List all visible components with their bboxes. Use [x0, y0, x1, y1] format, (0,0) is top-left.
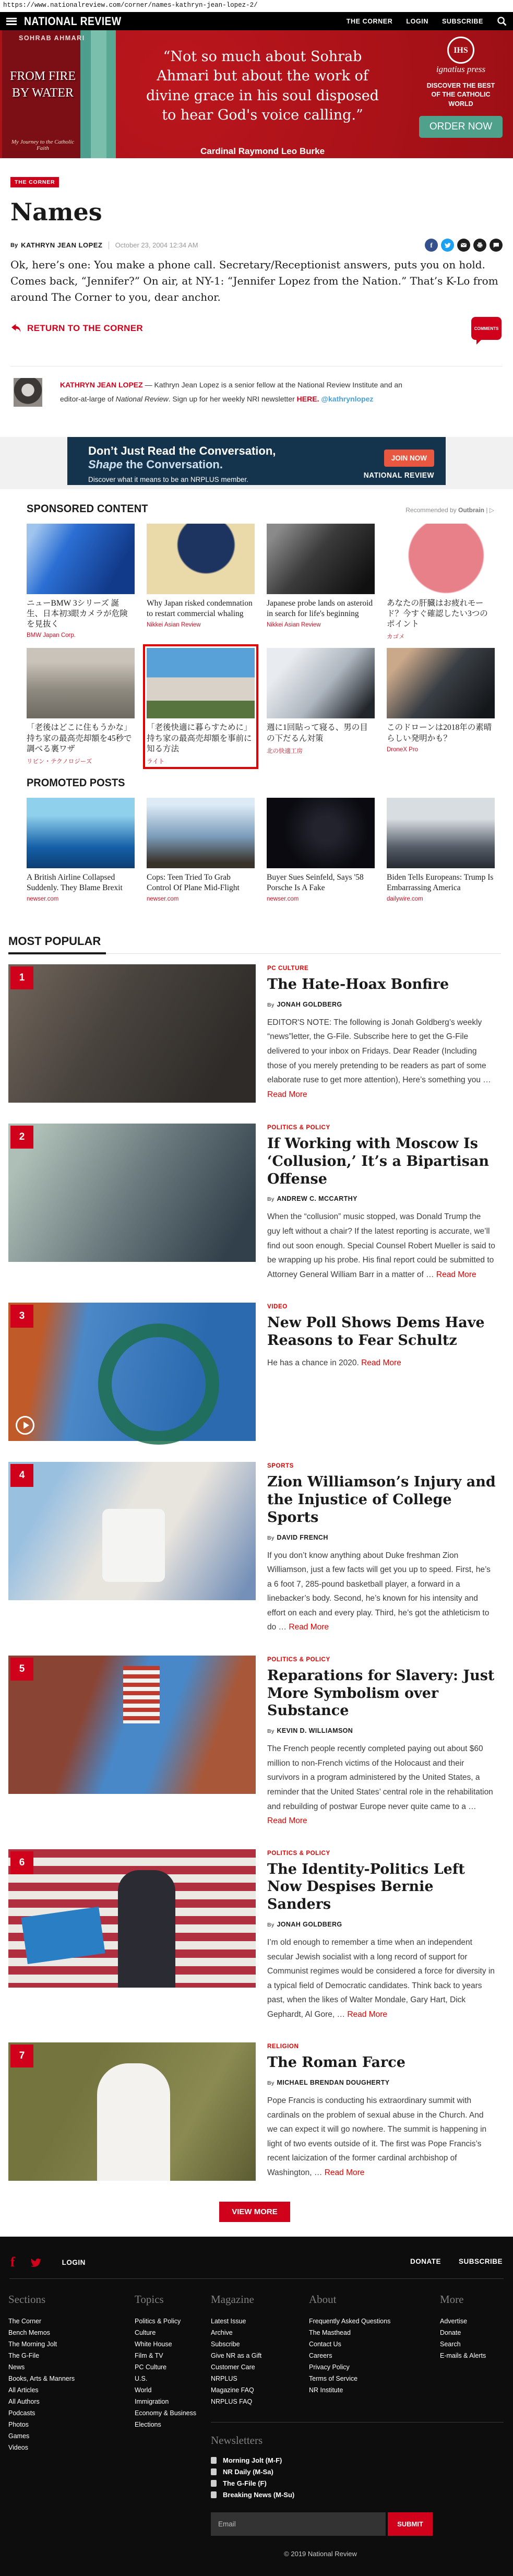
- article-title[interactable]: Reparations for Slavery: Just More Symbolism over Substance: [267, 1667, 495, 1719]
- newsletter-submit-button[interactable]: SUBMIT: [388, 2512, 433, 2536]
- footer-link[interactable]: Advertise: [440, 2318, 468, 2325]
- publisher-monogram-icon: IHS: [447, 37, 474, 64]
- category-label[interactable]: RELIGION: [267, 2043, 299, 2050]
- tile-title[interactable]: あなたの肝臓はお疲れモード？今すぐ確認したい3つのポイント: [387, 599, 488, 629]
- article-thumbnail[interactable]: [8, 1849, 256, 1988]
- footer-link[interactable]: Terms of Service: [309, 2375, 358, 2383]
- checkbox-icon[interactable]: [211, 2480, 217, 2487]
- footer-link[interactable]: Elections: [135, 2421, 161, 2429]
- rank-badge: 5: [10, 1658, 33, 1681]
- sponsored-tile[interactable]: [147, 524, 255, 641]
- nrplus-subline: Discover what it means to be an NRPLUS member.: [88, 476, 248, 483]
- footer-column-heading: Sections: [8, 2293, 46, 2306]
- most-popular-item: [8, 2042, 501, 2181]
- tile-title[interactable]: 週に1回貼って寝る、男の目の下だるん対策: [267, 723, 368, 743]
- tile-title[interactable]: A British Airline Collapsed Suddenly. They Blame Brexit: [27, 872, 123, 892]
- category-label[interactable]: PC CULTURE: [267, 965, 309, 972]
- by-label: By: [267, 2080, 275, 2087]
- article-byline: [267, 1726, 496, 1735]
- footer-link[interactable]: The Masthead: [309, 2329, 351, 2337]
- footer-link[interactable]: All Authors: [8, 2398, 40, 2406]
- article-thumbnail[interactable]: [8, 2042, 256, 2181]
- category-label[interactable]: POLITICS & POLICY: [267, 1850, 330, 1857]
- book-cover: [2, 30, 116, 158]
- order-now-button[interactable]: ORDER NOW: [419, 116, 503, 138]
- footer-link[interactable]: World: [135, 2386, 152, 2394]
- tile-title[interactable]: このドローンは2018年の素晴らしい発明かも？: [387, 723, 492, 743]
- most-popular-item: [8, 1303, 501, 1441]
- tile-source[interactable]: newser.com: [267, 896, 299, 903]
- footer-link[interactable]: Frequently Asked Questions: [309, 2318, 391, 2325]
- footer-login-link[interactable]: LOGIN: [62, 2258, 86, 2266]
- footer-link[interactable]: Culture: [135, 2329, 156, 2337]
- footer-link[interactable]: NRPLUS: [211, 2375, 237, 2383]
- tile-source[interactable]: カゴメ: [387, 634, 405, 641]
- footer-link[interactable]: Magazine FAQ: [211, 2386, 254, 2394]
- promoted-grid: [27, 798, 494, 902]
- footer-link[interactable]: The Morning Jolt: [8, 2341, 57, 2348]
- tile-source[interactable]: リビン・テクノロジーズ: [27, 758, 92, 765]
- article-body: Ok, here’s one: You make a phone call. Secretary/Receptionist answers, puts you on hold. Comes back, “Jennifer?” On air, at NY-1: “Jennifer Lopez from the Nation.” That’s K-Lo from around The Corner to you, dear anchor.: [10, 258, 498, 303]
- by-label: By: [267, 1728, 275, 1735]
- copyright-notice: © 2019 National Review: [284, 2550, 357, 2558]
- by-label: By: [267, 1196, 275, 1203]
- category-label[interactable]: POLITICS & POLICY: [267, 1656, 330, 1663]
- article-byline: [267, 1533, 496, 1542]
- newsletter-email-input[interactable]: [211, 2512, 386, 2536]
- author-avatar[interactable]: [14, 378, 42, 407]
- category-label[interactable]: POLITICS & POLICY: [267, 1125, 330, 1131]
- newsletters-block: [211, 2422, 504, 2536]
- footer-column-sections: [8, 2293, 75, 2455]
- newsletter-option[interactable]: [211, 2456, 504, 2464]
- sponsored-tile[interactable]: [387, 648, 495, 765]
- facebook-share-icon[interactable]: f: [425, 239, 438, 252]
- footer-link[interactable]: Books, Arts & Manners: [8, 2375, 75, 2383]
- footer-column-heading: About: [309, 2293, 337, 2306]
- author-link[interactable]: JONAH GOLDBERG: [277, 1000, 342, 1008]
- nav-subscribe[interactable]: SUBSCRIBE: [442, 17, 483, 25]
- join-now-button[interactable]: JOIN NOW: [384, 450, 434, 467]
- section-badge[interactable]: THE CORNER: [10, 177, 59, 187]
- play-icon[interactable]: [16, 1416, 34, 1435]
- sponsored-heading: SPONSORED CONTENT: [27, 503, 148, 515]
- footer-column-more: [440, 2293, 486, 2364]
- footer-link[interactable]: Film & TV: [135, 2352, 163, 2360]
- footer-subscribe-link[interactable]: SUBSCRIBE: [458, 2258, 503, 2266]
- most-popular-item: [8, 964, 501, 1103]
- footer-column-magazine: [211, 2293, 261, 2409]
- most-popular-item: [8, 1124, 501, 1282]
- article-byline: [267, 1194, 496, 1203]
- article-byline: [267, 1920, 496, 1929]
- tile-source[interactable]: dailywire.com: [387, 896, 423, 903]
- most-popular-section: [0, 935, 513, 2222]
- rank-badge: 4: [10, 1464, 33, 1487]
- twitter-share-icon[interactable]: [441, 239, 454, 252]
- article-thumbnail[interactable]: [8, 1462, 256, 1600]
- book-title: FROM FIRE BY WATER: [9, 69, 76, 100]
- nrplus-brand-logo: NATIONAL REVIEW: [363, 471, 434, 480]
- sponsored-tile[interactable]: [147, 798, 255, 902]
- newsletter-option-label: NR Daily (M-Sa): [223, 2468, 273, 2476]
- category-label[interactable]: SPORTS: [267, 1463, 294, 1470]
- tile-title[interactable]: 「老後快適に暮らすために」持ち家の最高売却額を事前に知る方法: [147, 723, 252, 753]
- bio-text-2: . Sign up for her weekly NRI newsletter: [168, 395, 297, 404]
- read-more-link[interactable]: Read More: [289, 1623, 329, 1632]
- newsletter-option[interactable]: [211, 2468, 504, 2476]
- footer-divider: [9, 2278, 504, 2279]
- bio-text: — Kathryn Jean Lopez is a senior fellow at the National Review Institute and an editor-at-large of: [60, 381, 402, 404]
- article-thumbnail[interactable]: [8, 1656, 256, 1794]
- top-ad-banner[interactable]: [0, 30, 513, 158]
- publisher-name: ignatius press: [436, 64, 486, 74]
- newsletter-option-label: Morning Jolt (M-F): [223, 2456, 282, 2465]
- sponsored-tile[interactable]: [27, 524, 135, 641]
- footer-link[interactable]: The G-File: [8, 2352, 40, 2360]
- print-icon[interactable]: [473, 239, 486, 252]
- comments-button[interactable]: COMMENTS: [471, 317, 502, 340]
- tile-thumbnail[interactable]: [147, 798, 255, 868]
- sponsored-tile[interactable]: [267, 798, 375, 902]
- twitter-handle-link[interactable]: @kathrynlopez: [321, 395, 374, 404]
- footer-link[interactable]: Give NR as a Gift: [211, 2352, 262, 2360]
- footer-column-topics: [135, 2293, 196, 2432]
- footer-link[interactable]: Immigration: [135, 2398, 169, 2406]
- footer-column-heading: Magazine: [211, 2293, 254, 2306]
- ad-attribution: Cardinal Raymond Leo Burke: [200, 146, 325, 156]
- sponsored-tile[interactable]: [387, 798, 495, 902]
- checkbox-icon[interactable]: [211, 2491, 217, 2498]
- footer-link[interactable]: White House: [135, 2341, 172, 2348]
- promoted-heading: PROMOTED POSTS: [27, 776, 125, 789]
- nrplus-headline-2: Shape the Conversation.: [88, 458, 223, 471]
- footer-link[interactable]: Donate: [440, 2329, 461, 2337]
- newsletter-option[interactable]: [211, 2479, 504, 2487]
- article-title[interactable]: If Working with Moscow Is ‘Collusion,’ It’s a Bipartisan Offense: [267, 1136, 490, 1187]
- article-excerpt: He has a chance in 2020. Read More: [267, 1358, 401, 1367]
- back-arrow-icon: [10, 323, 22, 334]
- article-thumbnail[interactable]: [8, 964, 256, 1103]
- rank-badge: 6: [10, 1851, 33, 1874]
- tile-source[interactable]: Nikkei Asian Review: [267, 622, 321, 629]
- search-icon[interactable]: [497, 16, 507, 26]
- tile-thumbnail[interactable]: [147, 524, 255, 594]
- footer-link[interactable]: News: [8, 2364, 25, 2371]
- footer-link[interactable]: Careers: [309, 2352, 332, 2360]
- sponsored-tile[interactable]: [27, 798, 135, 902]
- tile-thumbnail[interactable]: [387, 648, 495, 718]
- bio-publication: National Review: [115, 395, 169, 404]
- footer-column-about: [309, 2293, 390, 2398]
- ad-tagline: DISCOVER THE BEST OF THE CATHOLIC WORLD: [426, 81, 495, 108]
- footer-link[interactable]: Customer Care: [211, 2364, 255, 2371]
- hamburger-menu-icon[interactable]: [6, 18, 17, 25]
- footer-donate-link[interactable]: DONATE: [410, 2258, 441, 2266]
- most-popular-item: [8, 1462, 501, 1635]
- footer: [0, 2237, 513, 2576]
- sponsored-grid: [27, 524, 494, 765]
- top-nav: [0, 12, 513, 30]
- nrplus-headline: Don’t Just Read the Conversation,: [88, 444, 276, 457]
- footer-link[interactable]: Economy & Business: [135, 2409, 197, 2417]
- rank-badge: 3: [10, 1305, 33, 1328]
- article-excerpt: If you don’t know anything about Duke freshman Zion Williamson, just a few facts will get you up to speed. First, he’s a 6 foot 7, 285-pound basketball player, a forward in a linebacker’s body. Second, he’s known for his intensity and effort on each and every play. Third, he’s got the athleticism to do … Read More: [267, 1551, 491, 1632]
- footer-link[interactable]: NR Institute: [309, 2386, 343, 2394]
- tile-thumbnail[interactable]: [267, 798, 375, 868]
- article-title[interactable]: New Poll Shows Dems Have Reasons to Fear Schultz: [267, 1315, 485, 1349]
- read-more-link[interactable]: Read More: [361, 1358, 401, 1367]
- article-byline: [267, 1000, 496, 1009]
- read-more-link[interactable]: Read More: [267, 1816, 307, 1826]
- footer-link[interactable]: NRPLUS FAQ: [211, 2398, 253, 2406]
- checkbox-icon[interactable]: [211, 2468, 217, 2475]
- tile-title[interactable]: Cops: Teen Tried To Grab Control Of Plane Mid-Flight: [147, 872, 240, 892]
- footer-column-heading: Topics: [135, 2293, 164, 2306]
- article-title[interactable]: The Roman Farce: [267, 2054, 405, 2071]
- checkbox-icon[interactable]: [211, 2457, 217, 2464]
- footer-link[interactable]: Photos: [8, 2421, 29, 2429]
- footer-link[interactable]: PC Culture: [135, 2364, 167, 2371]
- author-link[interactable]: DAVID FRENCH: [277, 1533, 328, 1541]
- sponsored-tile[interactable]: [387, 524, 495, 641]
- page-title: Names: [10, 198, 102, 226]
- browser-url[interactable]: https://www.nationalreview.com/corner/names-kathryn-jean-lopez-2/: [0, 0, 513, 12]
- tile-title[interactable]: ニューBMW 3シリーズ 誕生、日本初3眼カメラが危険を見抜く: [27, 599, 128, 629]
- author-bio: [10, 366, 503, 407]
- article-excerpt: Pope Francis is conducting his extraordinary summit with cardinals on the problem of sexual abuse in the Church. And we can expect it will go nowhere. The summit is happening in light of two events outside of it. The first was Pope Francis’s recent laicization of the former cardinal archbishop of Washington, … Read More: [267, 2096, 487, 2178]
- by-label: By: [10, 242, 18, 249]
- book-subtitle: My Journey to the Catholic Faith: [11, 139, 75, 151]
- ad-quote: “Not so much about Sohrab Ahmari but about the work of divine grace in his soul disposed to hear God's voice calling.”: [146, 49, 379, 123]
- footer-link[interactable]: E-mails & Alerts: [440, 2352, 486, 2360]
- comment-share-icon[interactable]: [490, 239, 503, 252]
- footer-link[interactable]: Contact Us: [309, 2341, 341, 2348]
- read-more-link[interactable]: Read More: [347, 2010, 388, 2019]
- rank-badge: 7: [10, 2045, 33, 2067]
- tile-title[interactable]: 「老後はどこに住もうかな」持ち家の最高売却額を45秒で調べる裏ワザ: [27, 723, 132, 753]
- author-link[interactable]: ANDREW C. MCCARTHY: [277, 1195, 357, 1203]
- tile-thumbnail[interactable]: [27, 798, 135, 868]
- sponsored-tile[interactable]: [27, 648, 135, 765]
- tile-title[interactable]: Biden Tells Europeans: Trump Is Embarrassing America: [387, 872, 494, 892]
- byline-separator: |: [108, 240, 110, 250]
- article-byline: [267, 2078, 496, 2087]
- by-label: By: [267, 1921, 275, 1928]
- read-more-link[interactable]: Read More: [436, 1270, 476, 1279]
- article-excerpt: I’m old enough to remember a time when an independent secular Jewish socialist with a long record of support for Communist regimes would be considered a force for diversity in a typical field of Democratic candidates. Think back to years past, when the likes of Walter Mondale, Gary Hart, Dick Gephardt, Al Gore, … Read More: [267, 1937, 495, 2019]
- newsletters-heading: Newsletters: [211, 2434, 263, 2447]
- nav-login[interactable]: LOGIN: [406, 17, 428, 25]
- read-more-link[interactable]: Read More: [267, 1090, 307, 1099]
- author-link[interactable]: MICHAEL BRENDAN DOUGHERTY: [277, 2079, 390, 2087]
- most-popular-heading: MOST POPULAR: [8, 935, 106, 954]
- tile-title[interactable]: Japanese probe lands on asteroid in search for life's beginning: [267, 599, 373, 619]
- footer-link[interactable]: All Articles: [8, 2386, 39, 2394]
- newsletter-option-label: Breaking News (M-Su): [223, 2491, 295, 2499]
- rank-badge: 1: [10, 966, 33, 989]
- footer-column-heading: More: [440, 2293, 464, 2306]
- footer-link[interactable]: Politics & Policy: [135, 2318, 181, 2325]
- most-popular-list: [8, 964, 501, 2181]
- tile-thumbnail[interactable]: [27, 524, 135, 594]
- tile-source[interactable]: newser.com: [27, 896, 59, 903]
- footer-link[interactable]: U.S.: [135, 2375, 148, 2383]
- tile-thumbnail[interactable]: [267, 648, 375, 718]
- by-label: By: [267, 1534, 275, 1541]
- author-link[interactable]: JONAH GOLDBERG: [277, 1920, 342, 1928]
- footer-link[interactable]: Bench Memos: [8, 2329, 50, 2337]
- article-title[interactable]: The Identity-Politics Left Now Despises Bernie Sanders: [267, 1861, 465, 1913]
- article: [0, 158, 513, 407]
- footer-link[interactable]: Podcasts: [8, 2409, 35, 2417]
- tile-source[interactable]: BMW Japan Corp.: [27, 632, 76, 639]
- bio-author-name[interactable]: KATHRYN JEAN LOPEZ: [60, 381, 143, 389]
- nav-the-corner[interactable]: THE CORNER: [346, 17, 393, 25]
- tile-thumbnail[interactable]: [147, 648, 255, 718]
- footer-link[interactable]: Games: [8, 2432, 30, 2440]
- newsletter-option-label: The G-File (F): [223, 2479, 267, 2488]
- sponsored-tile[interactable]: [147, 648, 255, 765]
- tile-thumbnail[interactable]: [27, 648, 135, 718]
- tile-source[interactable]: ライト: [147, 758, 165, 765]
- view-more-button[interactable]: VIEW MORE: [219, 2202, 290, 2222]
- footer-link[interactable]: Videos: [8, 2444, 28, 2452]
- most-popular-item: [8, 1656, 501, 1828]
- tile-source[interactable]: newser.com: [147, 896, 179, 903]
- article-excerpt: When the “collusion” music stopped, was Donald Trump the guy left without a chair? If the latest reporting is accurate, we’ll find out soon enough. Special Counsel Robert Mueller is said to be wrapping up his probe. His final report could be submitted to Attorney General William Barr in a matter of … Read More: [267, 1212, 495, 1279]
- footer-link[interactable]: Subscribe: [211, 2341, 240, 2348]
- most-popular-item: [8, 1849, 501, 2022]
- newsletter-here-link[interactable]: HERE.: [296, 395, 319, 404]
- tile-title[interactable]: Buyer Sues Seinfeld, Says '58 Porsche Is A Fake: [267, 872, 364, 892]
- article-date: October 23, 2004 12:34 AM: [115, 241, 198, 249]
- tile-thumbnail[interactable]: [387, 798, 495, 868]
- tile-source[interactable]: 北の快適工房: [267, 748, 303, 754]
- footer-link[interactable]: Latest Issue: [211, 2318, 246, 2325]
- site-logo[interactable]: NATIONAL REVIEW: [24, 14, 122, 28]
- footer-link[interactable]: Search: [440, 2341, 461, 2348]
- tile-thumbnail[interactable]: [267, 524, 375, 594]
- return-to-corner-link[interactable]: RETURN TO THE CORNER: [10, 323, 503, 334]
- tile-title[interactable]: Why Japan risked condemnation to restart commercial whaling: [147, 599, 253, 619]
- author-link[interactable]: KEVIN D. WILLIAMSON: [277, 1727, 353, 1735]
- tile-thumbnail[interactable]: [387, 524, 495, 594]
- footer-facebook-icon[interactable]: f: [10, 2254, 15, 2270]
- article-excerpt: The French people recently completed paying out about $60 million to non-French victims of the Holocaust and their survivors in a program administered by the United States, a reminder that the United States’ central role in the rehabilitation and rebuilding of postwar Europe never quite came to a … Read More: [267, 1744, 493, 1826]
- sponsored-section: [0, 503, 513, 902]
- article-excerpt: EDITOR'S NOTE: The following is Jonah Goldberg’s weekly “news”letter, the G-File. Subscribe here to get the G-File delivered to your inbox on Fridays. Dear Reader (Including those of you merely pretending to be readers as part of some elaborate ruse to get more attention), Here’s something you … Read More: [267, 1018, 491, 1099]
- article-thumbnail[interactable]: [8, 1303, 256, 1441]
- ad-author-kicker: SOHRAB AHMARI: [19, 34, 85, 42]
- author-link[interactable]: KATHRYN JEAN LOPEZ: [21, 241, 103, 249]
- article-thumbnail[interactable]: [8, 1124, 256, 1262]
- nrplus-banner[interactable]: [67, 437, 446, 485]
- tile-source[interactable]: DroneX Pro: [387, 746, 419, 753]
- rank-badge: 2: [10, 1126, 33, 1149]
- category-label[interactable]: VIDEO: [267, 1304, 288, 1310]
- by-label: By: [267, 1001, 275, 1008]
- footer-link[interactable]: Privacy Policy: [309, 2364, 350, 2371]
- footer-link[interactable]: The Corner: [8, 2318, 42, 2325]
- footer-link[interactable]: Archive: [211, 2329, 233, 2337]
- footer-twitter-icon[interactable]: [29, 2256, 42, 2268]
- nrplus-band: [0, 437, 513, 489]
- sponsored-tile[interactable]: [267, 648, 375, 765]
- read-more-link[interactable]: Read More: [324, 2168, 365, 2178]
- newsletter-option[interactable]: [211, 2491, 504, 2499]
- email-share-icon[interactable]: [457, 239, 470, 252]
- sponsored-tile[interactable]: [267, 524, 375, 641]
- tile-source[interactable]: Nikkei Asian Review: [147, 622, 201, 629]
- article-title[interactable]: The Hate-Hoax Bonfire: [267, 976, 449, 993]
- outbrain-attribution[interactable]: Recommended by Outbrain | ▷: [405, 506, 494, 514]
- article-title[interactable]: Zion Williamson’s Injury and the Injustice of College Sports: [267, 1474, 496, 1526]
